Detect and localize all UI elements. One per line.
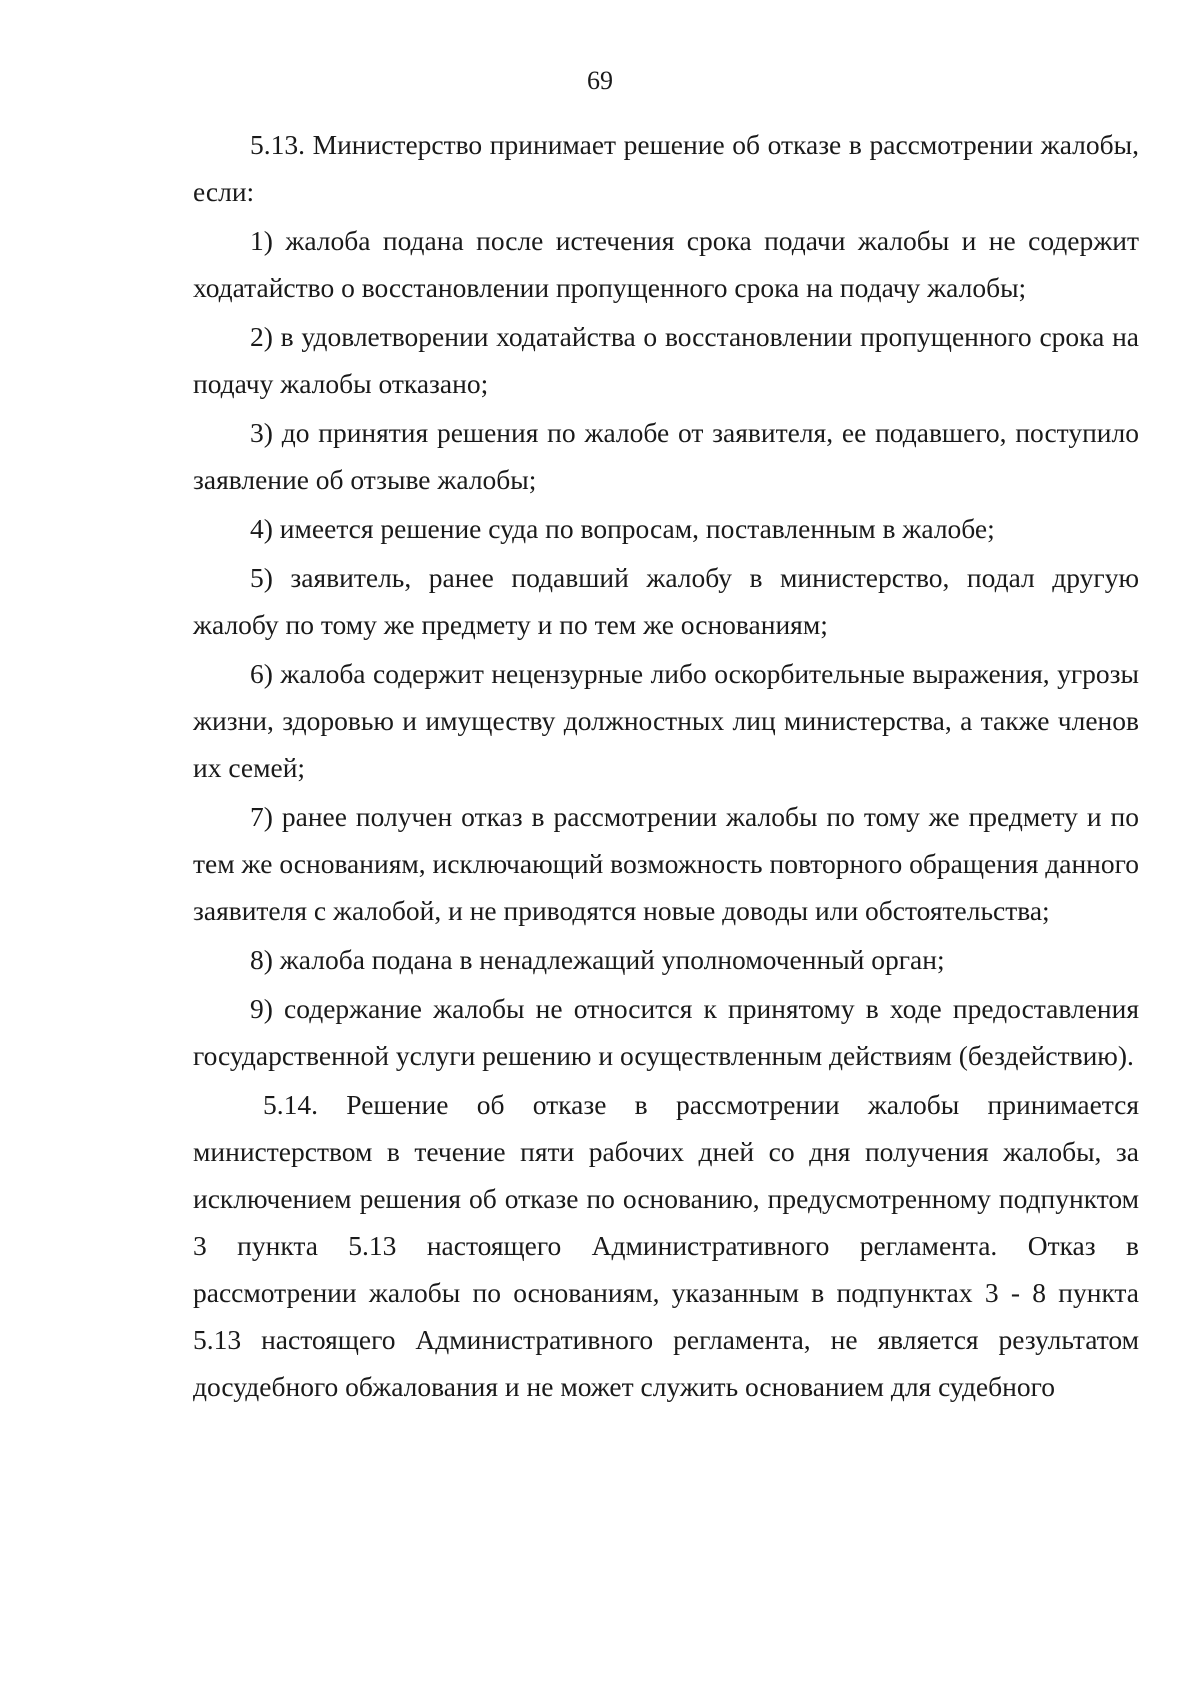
paragraph-5-14: 5.14. Решение об отказе в рассмотрении жалобы принимается министерством в течение пяти рабочих дней со дня получения жалобы, за исключением решения об отказе по основанию, предусмотренному подпунктом 3 пункта 5.13 настоящего Административного регламента. Отказ в рассмотрении жалобы по основаниям, указанным в подпунктах 3 - 8 пункта 5.13 настоящего Административного регламента, не является результатом досудебного обжалования и не может служить основанием для судебного xyxy=(193,1089,1139,1402)
list-item-9: 9) содержание жалобы не относится к принятому в ходе предоставления государственной услуги решению и осуществленным действиям (бездействию). xyxy=(193,993,1139,1071)
list-item-6: 6) жалоба содержит нецензурные либо оскорбительные выражения, угрозы жизни, здоровью и имуществу должностных лиц министерства, а также членов их семей; xyxy=(193,658,1139,783)
list-item-4: 4) имеется решение суда по вопросам, поставленным в жалобе; xyxy=(250,513,995,544)
list-item-7: 7) ранее получен отказ в рассмотрении жалобы по тому же предмету и по тем же основаниям, исключающий возможность повторного обращения данного заявителя с жалобой, и не приводятся новые доводы или обстоятельства; xyxy=(193,801,1139,926)
list-item-1: 1) жалоба подана после истечения срока подачи жалобы и не содержит ходатайство о восстановлении пропущенного срока на подачу жалобы; xyxy=(193,225,1139,303)
document-body xyxy=(193,121,1139,1412)
paragraph-5-13: 5.13. Министерство принимает решение об отказе в рассмотрении жалобы, если: xyxy=(193,129,1139,207)
page-number: 69 xyxy=(587,66,613,95)
list-item-5: 5) заявитель, ранее подавший жалобу в министерство, подал другую жалобу по тому же предмету и по тем же основаниям; xyxy=(193,562,1139,640)
list-item-3: 3) до принятия решения по жалобе от заявителя, ее подавшего, поступило заявление об отзыве жалобы; xyxy=(193,417,1139,495)
list-item-8: 8) жалоба подана в ненадлежащий уполномоченный орган; xyxy=(250,944,945,975)
list-item-2: 2) в удовлетворении ходатайства о восстановлении пропущенного срока на подачу жалобы отказано; xyxy=(193,321,1139,399)
